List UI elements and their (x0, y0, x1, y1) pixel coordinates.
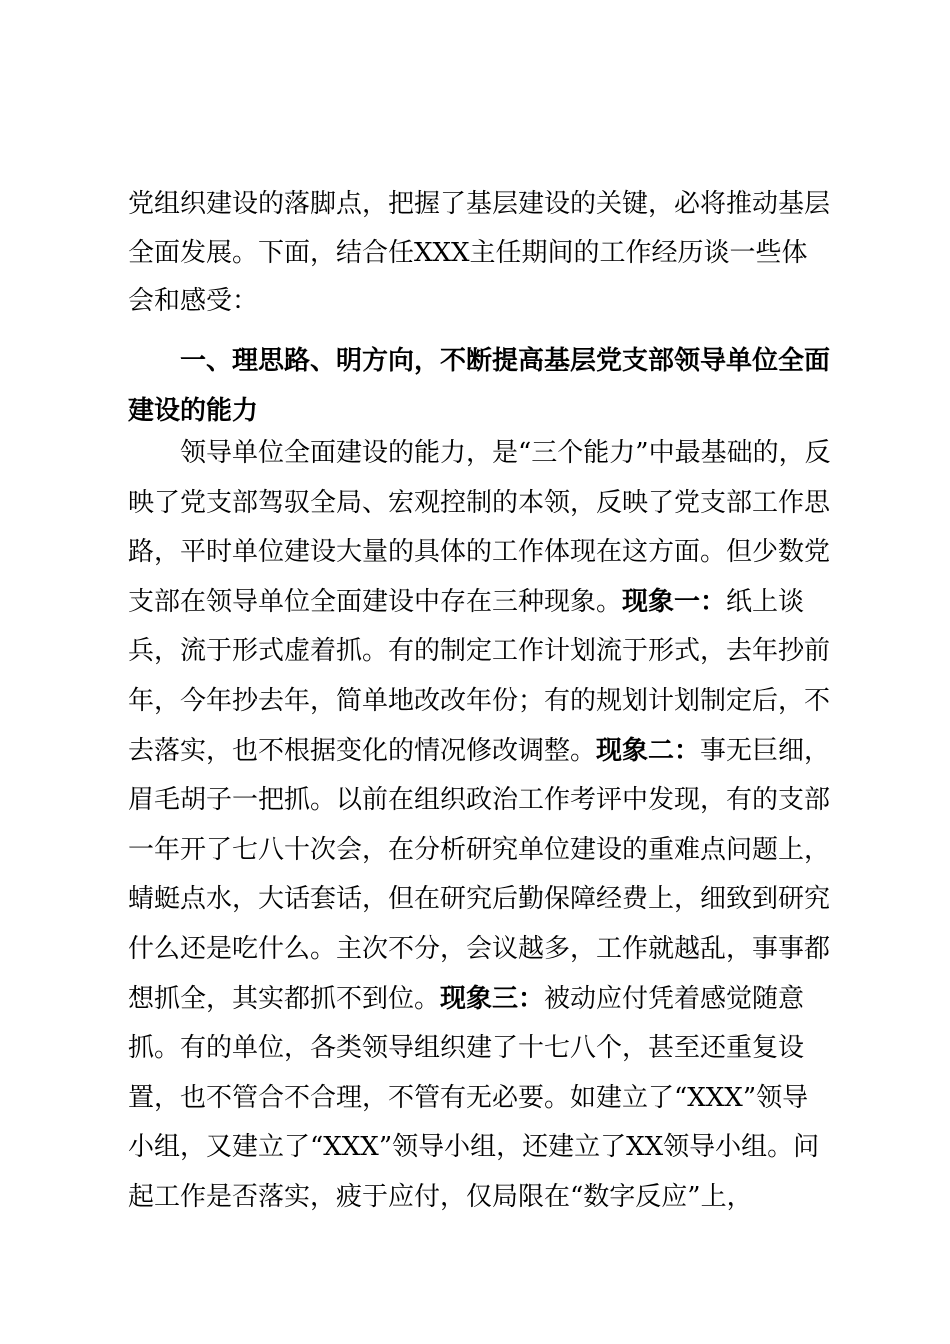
body-paragraph (128, 429, 832, 1223)
section-heading: 一、理思路、明方向，不断提高基层党支部领导单位全面建设的能力 (128, 346, 831, 426)
phenomenon-three-label: 现象三： (440, 983, 545, 1014)
phenomenon-two-label: 现象二： (596, 735, 701, 766)
body-text-part-3: 事无巨细，眉毛胡子一把抓。以前在组织政治工作考评中发现，有的支部一年开了七八十次会，在分析研究单位建设的重难点问题上，蜻蜓点水，大话套话，但在研究后勤保障经费上，细致到研究什么还是吃什么。主次不分，会议越多，工作就越乱，事事都想抓全，其实都抓不到位。 (128, 735, 831, 1014)
intro-paragraph: 党组织建设的落脚点，把握了基层建设的关键，必将推动基层全面发展。下面，结合任XXX主任期间的工作经历谈一些体会和感受： (128, 189, 831, 316)
body-text-part-2: 纸上谈兵，流于形式虚着抓。有的制定工作计划流于形式，去年抄前年，今年抄去年，简单地改改年份；有的规划计划制定后，不去落实，也不根据变化的情况修改调整。 (128, 586, 831, 766)
body-text-part-1: 领导单位全面建设的能力，是“三个能力”中最基础的，反映了党支部驾驭全局、宏观控制的本领，反映了党支部工作思路，平时单位建设大量的具体的工作体现在这方面。但少数党支部在领导单位全面建设中存在三种现象。 (128, 438, 831, 617)
body-text-part-4: 被动应付凭着感觉随意抓。有的单位，各类领导组织建了十七八个，甚至还重复设置，也不管合不合理，不管有无必要。如建立了“XXX”领导小组，又建立了“XXX”领导小组，还建立了XX领导小组。问起工作是否落实，疲于应付，仅局限在“数字反应”上， (128, 983, 820, 1212)
phenomenon-one-label: 现象一： (622, 586, 727, 617)
